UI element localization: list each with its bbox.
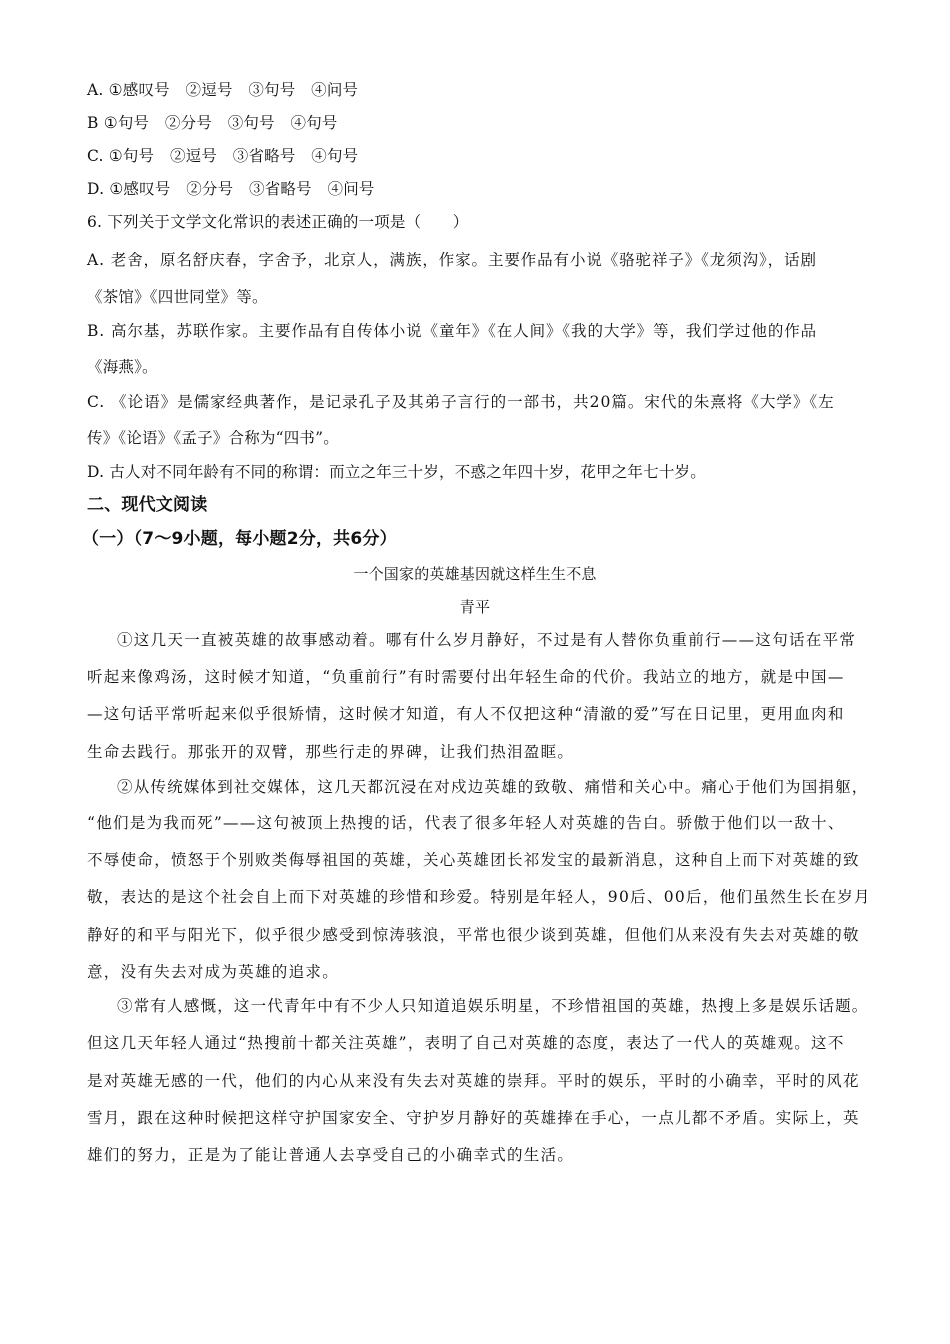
q6-option-a-line2: 《茶馆》《四世同堂》等。 [87,288,268,306]
article-title: 一个国家的英雄基因就这样生生不息 [353,565,597,583]
q6-stem: 6. 下列关于文学文化常识的表述正确的一项是（ ） [87,213,469,231]
paragraph-3-line-3: 是对英雄无感的一代，他们的内心从来没有失去对英雄的崇拜。平时的娱乐，平时的小确幸，平时的风花 [87,1072,860,1090]
paragraph-3-line-1: ③常有人感慨，这一代青年中有不少人只知道追娱乐明星，不珍惜祖国的英雄，热搜上多是娱乐话题。 [117,997,869,1015]
article-author: 青平 [459,598,491,616]
q5-option-a: A. ①感叹号 ②逗号 ③句号 ④问号 [87,81,359,99]
q6-option-c-line2: 传》《论语》《孟子》合称为“四书”。 [87,429,339,447]
paragraph-1-line-1: ①这几天一直被英雄的故事感动着。哪有什么岁月静好，不过是有人替你负重前行——这句话在平常 [117,631,857,649]
paragraph-2-line-5: 静好的和平与阳光下，似乎很少感受到惊涛骇浪，平常也很少谈到英雄，但他们从来没有失去对英雄的敬 [87,926,860,944]
q6-option-c-line1: C. 《论语》是儒家经典著作，是记录孔子及其弟子言行的一部书，共20篇。宋代的朱熹将《大学》《左 [87,393,835,411]
section-heading: 二、现代文阅读 [87,495,208,515]
paragraph-2-line-1: ②从传统媒体到社交媒体，这几天都沉浸在对戍边英雄的致敬、痛惜和关心中。痛心于他们为国捐躯， [117,778,869,796]
q6-option-a-line1: A. 老舍，原名舒庆春，字舍予，北京人，满族，作家。主要作品有小说《骆驼祥子》《龙须沟》，话剧 [87,251,817,269]
paragraph-1-line-2: 听起来像鸡汤，这时候才知道，“负重前行”有时需要付出年轻生命的代价。我站立的地方，就是中国— [87,668,845,686]
q5-option-c: C. ①句号 ②逗号 ③省略号 ④句号 [87,147,359,165]
paragraph-1-line-4: 生命去践行。那张开的双臂，那些行走的界碑，让我们热泪盈眶。 [87,743,575,761]
paragraph-2-line-6: 意，没有失去对成为英雄的追求。 [87,963,340,981]
q5-option-d: D. ①感叹号 ②分号 ③省略号 ④问号 [87,180,375,198]
q6-option-b-line1: B. 高尔基，苏联作家。主要作品有自传体小说《童年》《在人间》《我的大学》等，我们学过他的作品 [87,322,818,340]
paragraph-2-line-4: 敬，表达的是这个社会自上而下对英雄的珍惜和珍爱。特别是年轻人，90后、00后，他们虽然生长在岁月 [87,888,871,906]
q6-option-d: D. 古人对不同年龄有不同的称谓：而立之年三十岁，不惑之年四十岁，花甲之年七十岁。 [87,463,706,481]
paragraph-3-line-4: 雪月，跟在这种时候把这样守护国家安全、守护岁月静好的英雄捧在手心，一点儿都不矛盾。实际上，英 [87,1109,860,1127]
paragraph-3-line-2: 但这几天年轻人通过“热搜前十都关注英雄”，表明了自己对英雄的态度，表达了一代人的英雄观。这不 [87,1034,845,1052]
q6-option-b-line2: 《海燕》。 [87,358,158,376]
paragraph-2-line-3: 不辱使命，愤怒于个别败类侮辱祖国的英雄，关心英雄团长祁发宝的最新消息，这种自上而下对英雄的致 [87,851,860,869]
section-subheading: （一）（7～9小题，每小题2分，共6分） [82,529,397,549]
paragraph-1-line-3: —这句话平常听起来似乎很矫情，这时候才知道，有人不仅把这种“清澈的爱”写在日记里，更用血肉和 [87,705,845,723]
q5-option-b: B ①句号 ②分号 ③句号 ④句号 [87,114,338,132]
paragraph-2-line-2: “他们是为我而死”——这句被顶上热搜的话，代表了很多年轻人对英雄的告白。骄傲于他们以一敌十、 [87,814,845,832]
paragraph-3-line-5: 雄们的努力，正是为了能让普通人去享受自己的小确幸式的生活。 [87,1146,575,1164]
